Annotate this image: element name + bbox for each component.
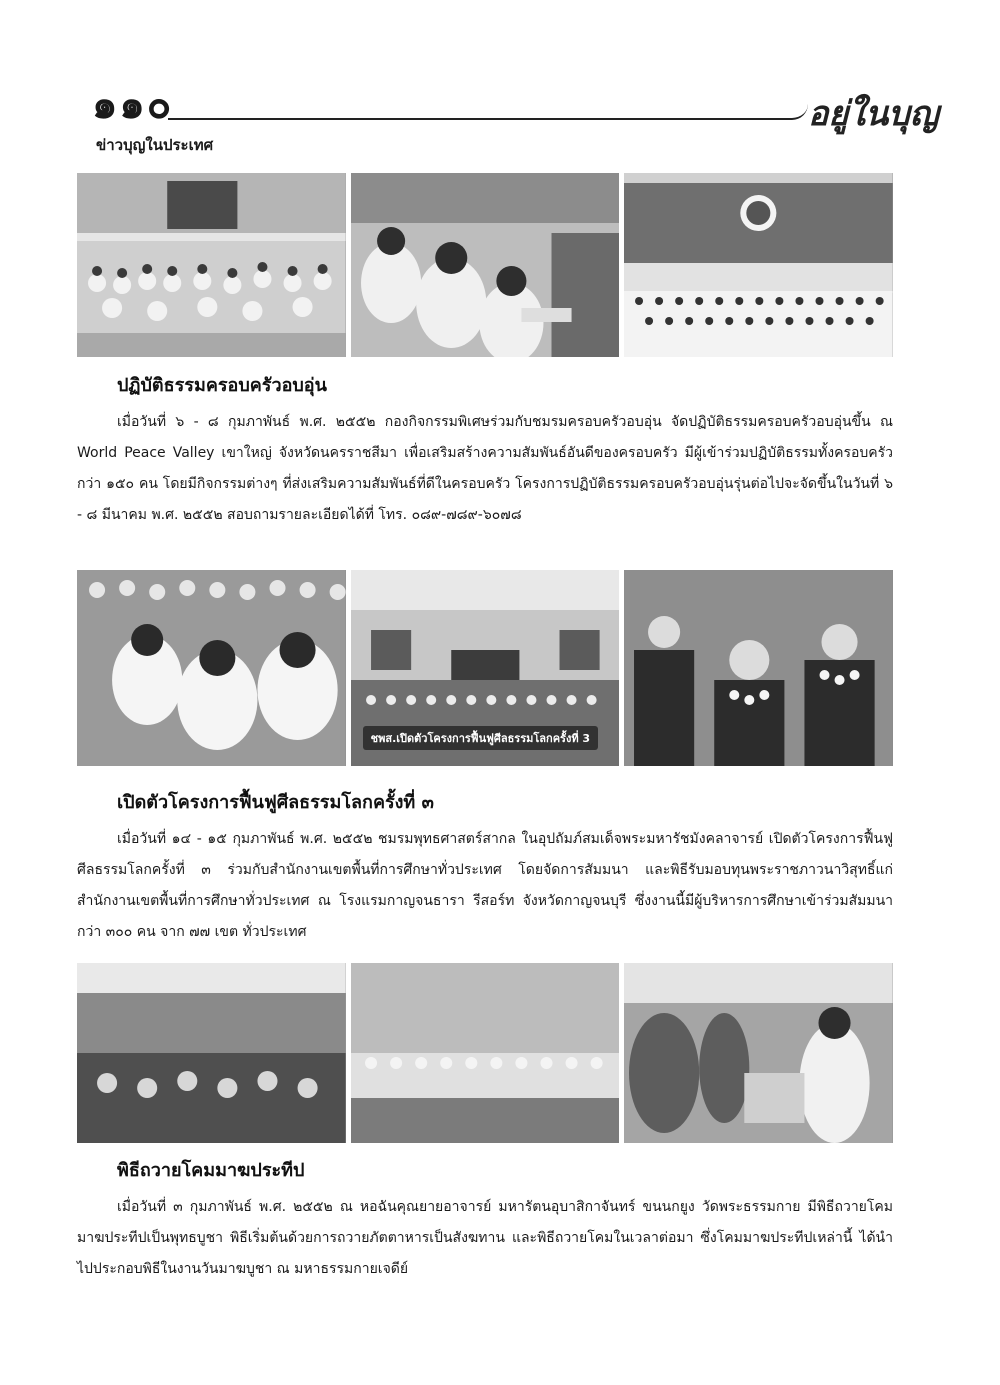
- article-body: เมื่อวันที่ ๖ - ๘ กุมภาพันธ์ พ.ศ. ๒๕๕๒ กองกิจกรรมพิเศษร่วมกับชมรมครอบครัวอบอุ่น จัดปฏิบัติธรรมครอบครัวอบอุ่นขึ้น ณ World Peace Valley เขาใหญ่ จังหวัดนครราชสีมา เพื่อเสริมสร้างความสัมพันธ์อันดีของครอบครัว มีผู้เข้าร่วมปฏิบัติธรรมทั้งครอบครัวกว่า ๑๕๐ คน โดยมีกิจกรรมต่างๆ ที่ส่งเสริมความสัมพันธ์ที่ดีในครอบครัว โครงการปฏิบัติธรรมครอบครัวอบอุ่นรุ่นต่อไปจะจัดขึ้นในวันที่ ๖ - ๘ มีนาคม พ.ศ. ๒๕๕๒ สอบถามรายละเอียดได้ที่ โทร. ๐๘๙-๗๘๙-๖๐๗๘: [77, 414, 893, 523]
- offering-to-monks-photo: [351, 173, 620, 357]
- article-title: ปฏิบัติธรรมครอบครัวอบอุ่น: [117, 375, 327, 396]
- article-title: เปิดตัวโครงการฟื้นฟูศีลธรรมโลกครั้งที่ ๓: [117, 792, 434, 813]
- group-portrait-photo: [624, 173, 893, 357]
- photo-row-3: [77, 963, 893, 1143]
- page-header: [0, 0, 1000, 160]
- article-body: เมื่อวันที่ ๓ กุมภาพันธ์ พ.ศ. ๒๕๕๒ ณ หอฉันคุณยายอาจารย์ มหารัตนอุบาสิกาจันทร์ ขนนกยูง วัดพระธรรมกาย มีพิธีถวายโคมมาฆประทีปเป็นพุทธบูชา พิธีเริ่มต้นด้วยการถวายภัตตาหารเป็นสังฆทาน และพิธีถวายโคมในเวลาต่อมา ซึ่งโคมมาฆประทีปเหล่านี้ ได้นำไปประกอบพิธีในงานวันมาฆบูชา ณ มหาธรรมกายเจดีย์: [77, 1199, 893, 1277]
- article-title: พิธีถวายโคมมาฆประทีป: [117, 1160, 305, 1181]
- lamp-offering-photo: [624, 963, 893, 1143]
- article-family-retreat: [77, 370, 893, 531]
- monks-assembly-photo: [77, 963, 346, 1143]
- audience-photo: [77, 570, 346, 766]
- article-world-morality-project: [77, 787, 893, 948]
- article-lamp-ceremony: [77, 1155, 893, 1285]
- officials-with-garlands-photo: [624, 570, 893, 766]
- photo-row-1: [77, 173, 893, 357]
- magazine-logo: อยู่ในบุญ: [808, 94, 939, 134]
- photo-caption: ชพส.เปิดตัวโครงการฟื้นฟูศีลธรรมโลกครั้งที่ 3: [363, 726, 598, 750]
- article-body: เมื่อวันที่ ๑๔ - ๑๕ กุมภาพันธ์ พ.ศ. ๒๕๕๒ ชมรมพุทธศาสตร์สากล ในอุปถัมภ์สมเด็จพระมหารัชมังคลาจารย์ เปิดตัวโครงการฟื้นฟูศีลธรรมโลกครั้งที่ ๓ ร่วมกับสำนักงานเขตพื้นที่การศึกษาทั่วประเทศ โดยจัดการสัมมนา และพิธีรับมอบทุนพระราชภาวนาวิสุทธิ์แก่สำนักงานเขตพื้นที่การศึกษาทั่วประเทศ ณ โรงแรมกาญจนธารา รีสอร์ท จังหวัดกาญจนบุรี ซึ่งงานนี้มีผู้บริหารการศึกษาเข้าร่วมสัมมนากว่า ๓๐๐ คน จาก ๗๗ เขต ทั่วประเทศ: [77, 831, 893, 940]
- section-tag: ข่าวบุญในประเทศ: [96, 136, 214, 154]
- header-rule: [168, 104, 808, 120]
- photo-row-2: [77, 570, 893, 766]
- stage-ceremony-photo: [351, 570, 620, 766]
- meditation-hall-photo: [77, 173, 346, 357]
- page-number: ๑๑๐: [92, 81, 174, 128]
- crowd-hall-photo: [351, 963, 620, 1143]
